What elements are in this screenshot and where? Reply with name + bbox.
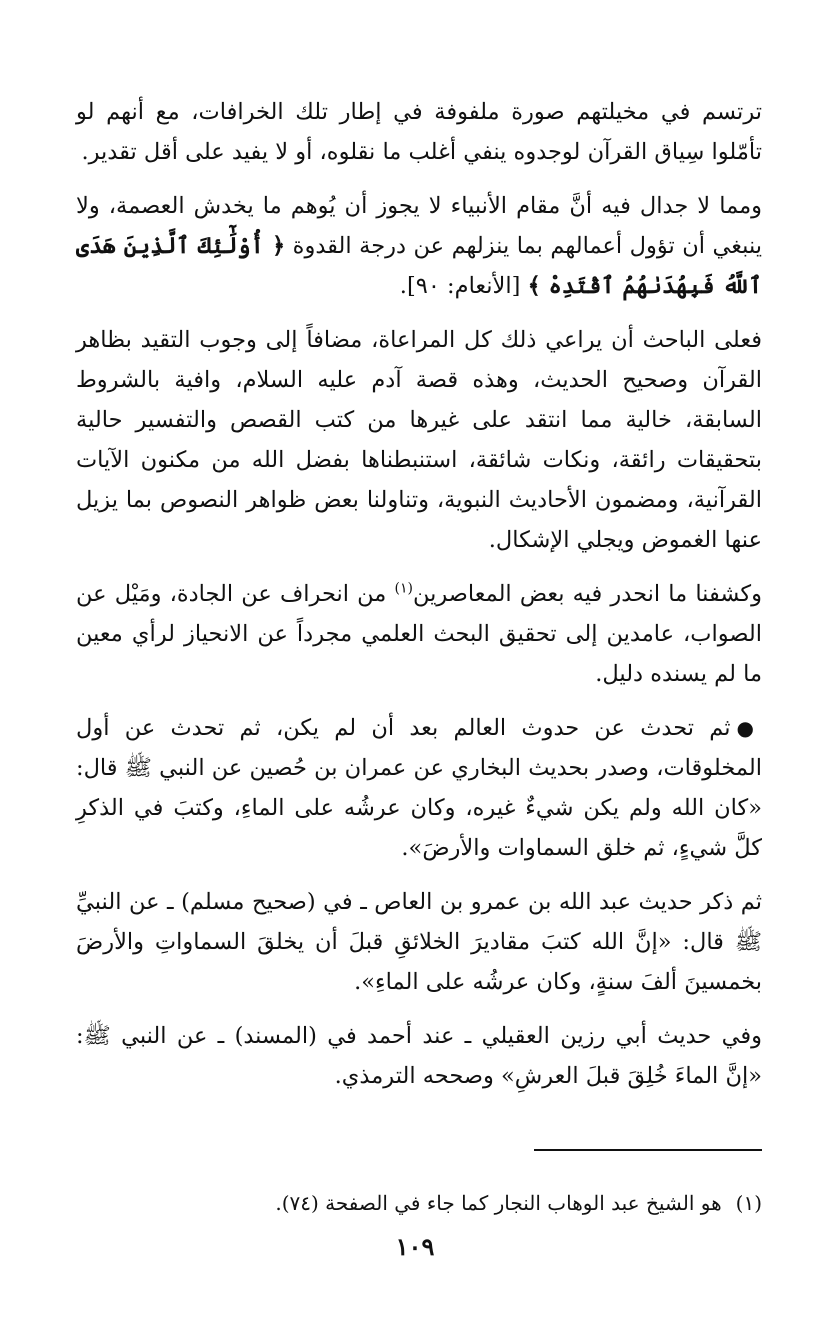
footnote-marker[interactable]: (١): [394, 580, 413, 597]
paragraph-5: [76, 708, 762, 868]
footnote-number: (١): [735, 1191, 762, 1215]
bullet-icon: ●: [736, 716, 763, 740]
paragraph-3: فعلى الباحث أن يراعي ذلك كل المراعاة، مضافاً إلى وجوب التقيد بظاهر القرآن وصحيح الحديث، وهذه قصة آدم عليه السلام، وافية بالشروط السابقة، خالية مما انتقد على غيرها من كتب القصص والتفسير حالية بتحقيقات رائقة، ونكات شائقة، استنبطناها بفضل الله من مكنون الآيات القرآنية، ومضمون الأحاديث النبوية، وتناولنا بعض ظواهر النصوص بما يزيل عنها الغموض ويجلي الإشكال.: [76, 327, 762, 553]
footnote-divider: [534, 1149, 762, 1151]
paragraph-1: ترتسم في مخيلتهم صورة ملفوفة في إطار تلك الخرافات، مع أنهم لو تأمّلوا سِياق القرآن لوجدوه ينفي أغلب ما نقلوه، أو لا يفيد على أقل تقدير.: [76, 99, 762, 165]
verse-reference: [الأنعام: ٩٠].: [399, 273, 528, 299]
paragraph-2: [76, 186, 762, 306]
paragraph-4-text-end: من انحراف عن الجادة، ومَيْل عن الصواب، عامدين إلى تحقيق البحث العلمي مجرداً عن الانحياز لرأي معين ما لم يسنده دليل.: [76, 581, 762, 687]
footnote-text: هو الشيخ عبد الوهاب النجار كما جاء في الصفحة (٧٤).: [275, 1191, 722, 1215]
paragraph-6: ثم ذكر حديث عبد الله بن عمرو بن العاص ـ في (صحيح مسلم) ـ عن النبيِّ ﷺ قال: «إنَّ الله كتبَ مقاديرَ الخلائقِ قبلَ أن يخلقَ السماواتِ والأرضَ بخمسينَ ألفَ سنةٍ، وكان عرشُه على الماءِ».: [76, 889, 763, 995]
page-number: ١٠٩: [395, 1232, 435, 1261]
quran-verse: ﴿ أُوْلَٰٓئِكَ ٱلَّذِينَ هَدَى ٱللَّهُ فَبِهُدَىٰهُمُ ٱقْتَدِهْ ﴾: [76, 233, 762, 299]
paragraph-5-text: ثم تحدث عن حدوث العالم بعد أن لم يكن، ثم تحدث عن أول المخلوقات، وصدر بحديث البخاري عن عمران بن حُصين عن النبي ﷺ قال: «كان الله ولم يكن شيءٌ غيره، وكان عرشُه على الماءِ، وكتبَ في الذكرِ كلَّ شيءٍ، ثم خلق السماوات والأرضَ».: [76, 715, 762, 861]
paragraph-2-text: ومما لا جدال فيه أنَّ مقام الأنبياء لا يجوز أن يُوهم ما يخدش العصمة، ولا ينبغي أن تؤول أعمالهم بما ينزلهم عن درجة القدوة: [76, 193, 762, 259]
footnote: [76, 1186, 762, 1220]
paragraph-7: وفي حديث أبي رزين العقيلي ـ عند أحمد في (المسند) ـ عن النبي ﷺ: «إنَّ الماءَ خُلِقَ قبلَ العرشِ» وصححه الترمذي.: [76, 1023, 762, 1089]
paragraph-4-text-start: وكشفنا ما انحدر فيه بعض المعاصرين: [412, 581, 762, 607]
paragraph-4: [76, 574, 762, 694]
